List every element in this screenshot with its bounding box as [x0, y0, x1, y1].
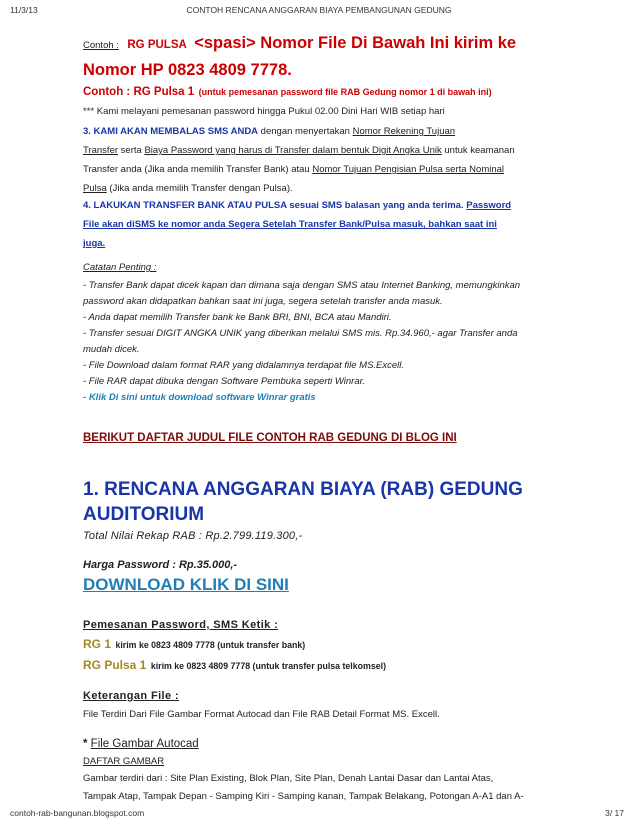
header-title: CONTOH RENCANA ANGGARAN BIAYA PEMBANGUNAN GEDUNG [186, 5, 452, 15]
step-3-text: untuk keamanan [441, 145, 515, 156]
order-instruction [83, 30, 553, 121]
hours-note: *** Kami melayani pemesanan password hingga Pukul 02.00 Dini Hari WIB setiap hari [83, 106, 445, 117]
note-line: - Anda dapat memilih Transfer bank ke Bank BRI, BNI, BCA atau Mandiri. [83, 312, 392, 323]
download-link[interactable]: DOWNLOAD KLIK DI SINI [83, 575, 289, 594]
note-line: - File Download dalam format RAR yang didalamnya terdapat file MS.Excell. [83, 360, 405, 371]
item-total-value: Total Nilai Rekap RAB : Rp.2.799.119.300,- [83, 530, 303, 542]
link-biaya-password[interactable]: Biaya Password yang harus di Transfer dalam bentuk Digit Angka Unik [144, 145, 442, 156]
notes-title: Catatan Penting : [83, 262, 157, 273]
password-link-a[interactable]: Password [466, 200, 512, 211]
rg-pulsa-keyword: RG PULSA [127, 39, 187, 51]
hp-number-line: Nomor HP 0823 4809 7778. [83, 61, 292, 79]
ket-title: Keterangan File : [83, 690, 180, 702]
winrar-download-link[interactable]: Klik Di sini untuk download software Winrar gratis [88, 392, 316, 403]
password-link-c[interactable]: juga. [83, 238, 106, 249]
link-pulsa[interactable]: Pulsa [83, 183, 107, 194]
note-line: - Transfer Bank dapat dicek kapan dan dimana saja dengan SMS atau Internet Banking, memungkinkan [83, 280, 521, 291]
page-number: 3/ 17 [605, 808, 624, 818]
daftar-gambar-label: DAFTAR GAMBAR [83, 756, 165, 767]
link-nomor-rekening[interactable]: Nomor Rekening Tujuan [352, 126, 456, 137]
step-4-paragraph [83, 196, 553, 253]
gambar-line: Gambar terdiri dari : Site Plan Existing, Blok Plan, Site Plan, Denah Lantai Dasar dan Lantai Atas, [83, 773, 494, 784]
rg-pulsa1-code: RG Pulsa 1 [83, 658, 147, 672]
rg1-instruction: kirim ke 0823 4809 7778 (untuk transfer bank) [115, 640, 306, 650]
sms-order-title: Pemesanan Password, SMS Ketik : [83, 619, 279, 631]
autocad-section [83, 735, 553, 806]
winrar-dash: - [83, 392, 89, 403]
note-line: - Transfer sesuai DIGIT ANGKA UNIK yang diberikan melalui SMS mis. Rp.34.960,- agar Transfer anda [83, 328, 518, 339]
item-1-price [83, 556, 553, 596]
link-nomor-tujuan-pulsa[interactable]: Nomor Tujuan Pengisian Pulsa serta Nominal [312, 164, 505, 175]
note-line: password akan didapatkan bahkan saat ini juga, segera setelah transfer anda masuk. [83, 296, 443, 307]
example-note: (untuk pemesanan password file RAB Gedung nomor 1 di bawah ini) [198, 87, 492, 97]
header-date: 11/3/13 [10, 5, 38, 15]
item-password-price: Harga Password : Rp.35.000,- [83, 559, 238, 571]
file-list-heading: BERIKUT DAFTAR JUDUL FILE CONTOH RAB GEDUNG DI BLOG INI [83, 432, 457, 444]
step-3-text: serta [118, 145, 145, 156]
file-item-1 [83, 477, 553, 545]
autocad-star: * [83, 738, 91, 750]
note-line: mudah dicek. [83, 344, 140, 355]
note-line: - File RAR dapat dibuka dengan Software Pembuka seperti Winrar. [83, 376, 366, 387]
contoh-label: Contoh : [83, 40, 119, 51]
rg1-code: RG 1 [83, 637, 112, 651]
instruction-text: <spasi> Nomor File Di Bawah Ini kirim ke [194, 34, 517, 52]
autocad-title: File Gambar Autocad [90, 738, 199, 750]
step-3-text: (Jika anda memilih Transfer dengan Pulsa). [106, 183, 293, 194]
gambar-line: Tampak Atap, Tampak Depan - Samping Kiri - Samping kanan, Tampak Belakang, Potongan A-A1 dan A- [83, 791, 524, 802]
link-transfer[interactable]: Transfer [83, 145, 119, 156]
sms-order-section [83, 616, 553, 676]
file-description [83, 686, 553, 724]
rg-pulsa1-instruction: kirim ke 0823 4809 7778 (untuk transfer pulsa telkomsel) [150, 661, 387, 671]
step-4-lead: 4. LAKUKAN TRANSFER BANK ATAU PULSA sesuai SMS balasan yang anda terima. [83, 200, 464, 211]
password-link-b[interactable]: File akan diSMS ke nomor anda Segera Setelah Transfer Bank/Pulsa masuk, bahkan saat ini [83, 219, 497, 230]
step-3-text: dengan menyertakan [258, 126, 353, 137]
important-notes [83, 258, 553, 406]
item-title-line-2: AUDITORIUM [83, 504, 205, 525]
example-prefix: Contoh : RG Pulsa 1 [83, 86, 195, 98]
step-3-paragraph [83, 122, 553, 198]
step-3-lead: 3. KAMI AKAN MEMBALAS SMS ANDA [83, 126, 259, 137]
ket-text: File Terdiri Dari File Gambar Format Autocad dan File RAB Detail Format MS. Excell. [83, 709, 440, 720]
footer-url: contoh-rab-bangunan.blogspot.com [10, 808, 145, 818]
page-header [0, 5, 638, 19]
step-3-text: Transfer anda (Jika anda memilih Transfer Bank) atau [83, 164, 313, 175]
item-title-line-1: 1. RENCANA ANGGARAN BIAYA (RAB) GEDUNG [83, 479, 523, 500]
